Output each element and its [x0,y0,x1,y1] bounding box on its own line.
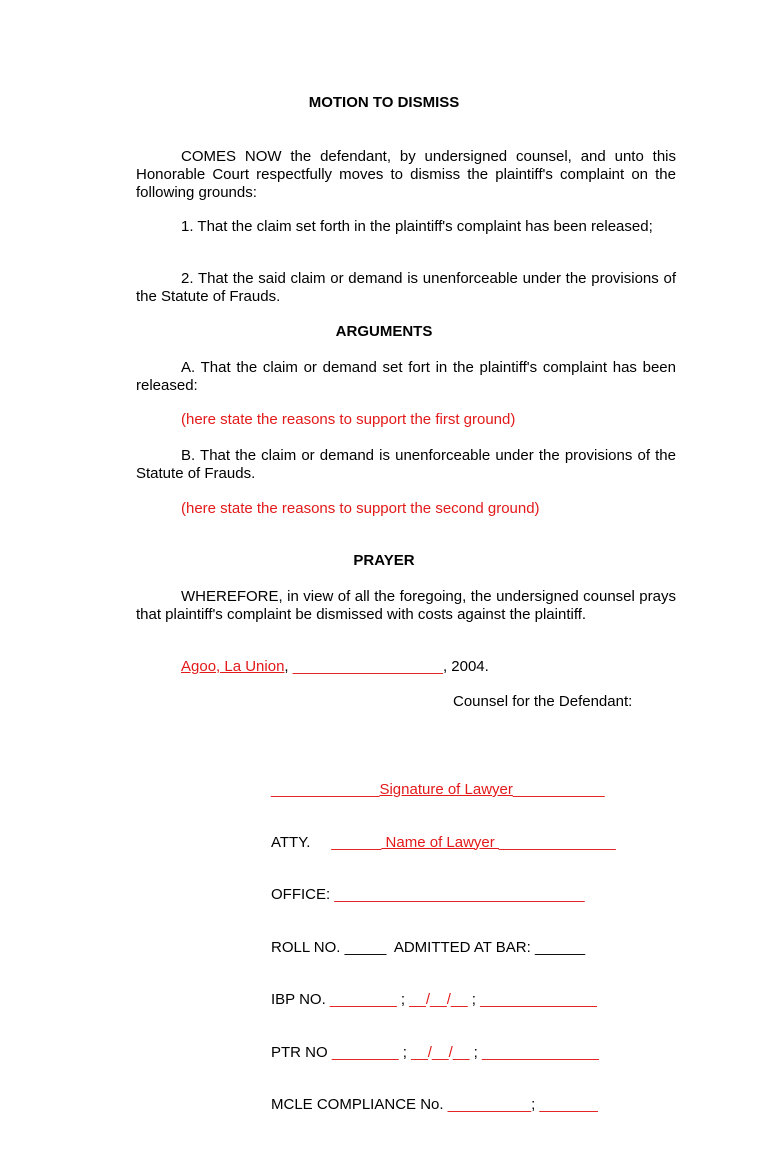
mcle-date-blank: _______ [539,1096,598,1113]
ibp-separator-1: ; [396,991,410,1008]
place-separator: , [284,658,293,675]
ptr-number-blank: ________ [331,1043,399,1061]
prayer-paragraph: WHEREFORE, in view of all the foregoing, the undersigned counsel prays that plaintiff's complaint be dismissed with costs against the plaintiff. [136,588,676,623]
signature-label: Signature of Lawyer [379,781,513,798]
ibp-date-blank: __/__/__ [409,991,468,1008]
prayer-heading: PRAYER [353,552,415,569]
ptr-separator-2: ; [469,1043,483,1061]
argument-b-placeholder: (here state the reasons to support the second ground) [181,500,540,517]
atty-line [271,834,671,852]
office-line [271,886,671,904]
ibp-number-blank: ________ [329,991,397,1008]
place-field: Agoo, La Union [181,658,285,675]
ground-1: 1. That the claim set forth in the plaintiff's complaint has been released; [181,218,653,235]
ptr-label: PTR NO [271,1043,332,1061]
document-title: MOTION TO DISMISS [308,94,460,111]
atty-label: ATTY. [271,833,311,851]
atty-blank-left: ______ [331,833,382,851]
ptr-place-blank: ______________ [482,1043,599,1061]
mcle-line [271,1096,671,1114]
atty-gap [310,834,331,851]
signature-line [271,781,671,799]
ptr-date-blank: __/__/__ [411,1043,470,1061]
ibp-separator-2: ; [467,991,481,1008]
ibp-label: IBP NO. [271,991,330,1008]
mcle-separator: ; [531,1096,540,1113]
intro-paragraph: COMES NOW the defendant, by undersigned counsel, and unto this Honorable Court respectfully moves to dismiss the plaintiff's complaint on the following grounds: [136,148,676,201]
mcle-label: MCLE COMPLIANCE No. [271,1096,448,1113]
ground-2: 2. That the said claim or demand is unenforceable under the provisions of the Statute of Frauds. [136,270,676,305]
roll-line: ROLL NO. _____ ADMITTED AT BAR: ______ [271,938,586,956]
argument-b: B. That the claim or demand is unenforceable under the provisions of the Statute of Frauds. [136,447,676,482]
lawyer-name-field: Name of Lawyer [381,833,499,851]
ptr-line [271,1044,671,1062]
arguments-heading: ARGUMENTS [335,323,433,340]
counsel-label: Counsel for the Defendant: [453,693,633,710]
mcle-number-blank: __________ [447,1096,532,1113]
office-blank: ______________________________ [334,886,585,903]
signature-blank-left: _____________ [271,781,380,798]
ibp-line [271,991,671,1009]
office-label: OFFICE: [271,886,335,903]
signature-blank-right: ___________ [512,781,605,798]
ptr-separator-1: ; [398,1043,412,1061]
ibp-place-blank: ______________ [480,991,597,1008]
date-blank: __________________ [292,658,443,675]
argument-a: A. That the claim or demand set fort in the plaintiff's complaint has been released: [136,359,676,394]
argument-a-placeholder: (here state the reasons to support the first ground) [181,411,516,428]
place-date-line [136,658,676,676]
year-text: , 2004. [442,658,489,675]
atty-blank-right: ______________ [498,833,616,851]
signature-block [271,746,671,1149]
